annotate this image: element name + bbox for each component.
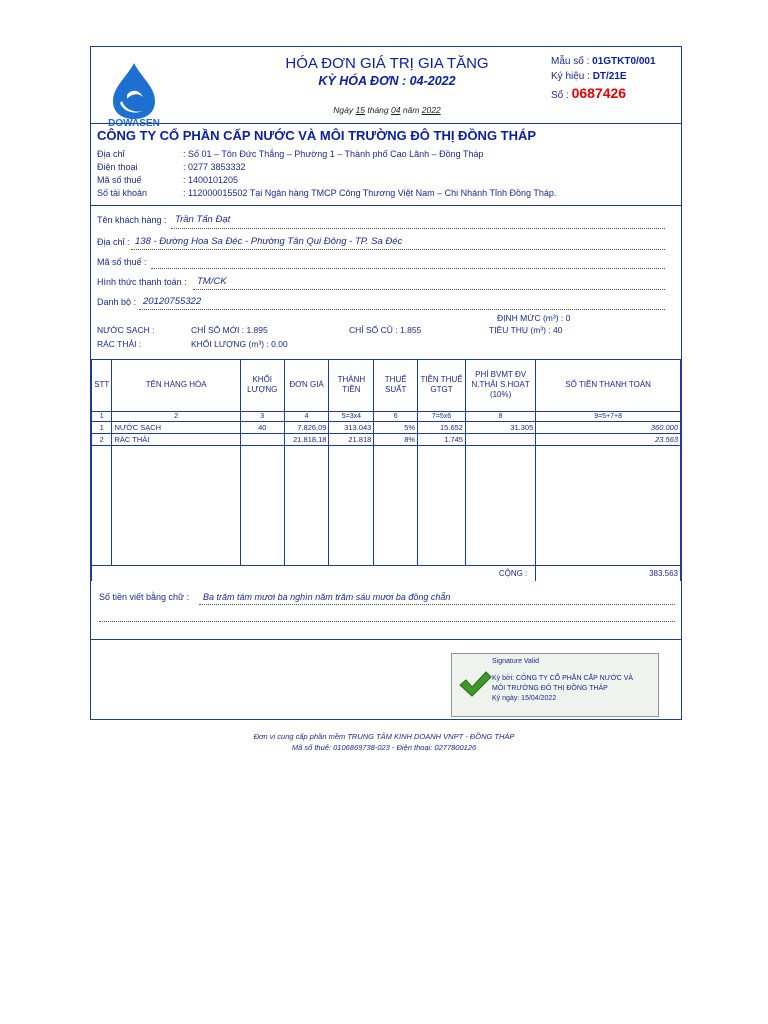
col-number: 1 (92, 412, 112, 422)
invoice-title: HÓA ĐƠN GIÁ TRỊ GIA TĂNG (285, 55, 489, 72)
row-tax-rate: 8% (374, 434, 418, 446)
signature-status: Signature Valid (492, 658, 539, 665)
customer-book-label: Danh bộ : (97, 297, 137, 307)
seller-account-label: Số tài khoản (97, 188, 148, 198)
seller-address: : Số 01 – Tôn Đức Thắng – Phường 1 – Thành phố Cao Lãnh – Đồng Tháp (183, 149, 484, 159)
row-env-fee (465, 434, 535, 446)
invoice-symbol: Ký hiệu : DT/21E (551, 71, 627, 82)
row-total: 360.000 (536, 422, 681, 434)
invoice-number: Số : 0687426 (551, 85, 627, 101)
header-quantity: KHỐI LƯỢNG (240, 359, 284, 412)
header-product: TÊN HÀNG HÓA (112, 359, 240, 412)
header-total: SỐ TIỀN THANH TOÁN (536, 359, 681, 412)
header-env-fee: PHÍ BVMT ĐV N.THẢI S.HOẠT (10%) (465, 359, 535, 412)
footer-contact: Mã số thuế: 0106869738-023 - Điện thoại: 0277800126 (291, 743, 477, 752)
row-stt: 1 (92, 422, 112, 434)
customer-name-label: Tên khách hàng : (97, 215, 167, 225)
sign-date: Ký ngày: 15/04/2022 (492, 695, 557, 702)
customer-book: 20120755322 (143, 296, 202, 307)
row-unit-price: 21.818,18 (284, 434, 329, 446)
seller-tax: : 1400101205 (183, 175, 239, 185)
logo-text: DOWASEN (108, 118, 160, 127)
water-label: NƯỚC SẠCH : (97, 325, 155, 335)
row-unit-price: 7.826,09 (284, 422, 329, 434)
empty-row (92, 446, 681, 566)
row-vat: 1.745 (418, 434, 466, 446)
col-number: 8 (465, 412, 535, 422)
row-quantity (240, 434, 284, 446)
total-row (92, 566, 681, 582)
customer-tax-label: Mã số thuế : (97, 257, 147, 267)
row-vat: 15.652 (418, 422, 466, 434)
row-total: 23.563 (536, 434, 681, 446)
water-consumption: TIÊU THỤ (m³) : 40 (489, 325, 563, 335)
col-number: 7=5x6 (418, 412, 466, 422)
footer-provider: Đơn vị cung cấp phần mềm TRUNG TÂM KINH DOANH VNPT - ĐỒNG THÁP (253, 732, 515, 741)
payment-method: TM/CK (197, 276, 227, 287)
row-amount: 313.043 (329, 422, 374, 434)
invoice-frame (90, 46, 682, 720)
row-tax-rate: 5% (374, 422, 418, 434)
table-row (92, 422, 681, 434)
total-label: CỘNG : (92, 566, 536, 582)
seller-phone: : 0277 3853332 (183, 162, 246, 172)
seller-phone-label: Điện thoại (97, 162, 138, 172)
column-number-row (92, 412, 681, 422)
waste-label: RÁC THẢI : (97, 339, 142, 349)
table-header-row (92, 359, 681, 412)
form-number: Mẫu số : 01GTKT0/001 (551, 56, 656, 67)
row-amount: 21.818 (329, 434, 374, 446)
seller-name: CÔNG TY CỔ PHẦN CẤP NƯỚC VÀ MÔI TRƯỜNG ĐÔ THỊ ĐỒNG THÁP (97, 128, 537, 143)
new-meter-index: CHỈ SỐ MỚI : 1.895 (191, 325, 268, 335)
col-number: 4 (284, 412, 329, 422)
row-quantity: 40 (240, 422, 284, 434)
amount-words-label: Số tiền viết bằng chữ : (99, 592, 190, 602)
customer-address-label: Địa chỉ : (97, 237, 130, 247)
col-number: 2 (112, 412, 240, 422)
old-meter-index: CHỈ SỐ CŨ : 1.855 (349, 325, 422, 335)
signer-line1: Ký bởi: CÔNG TY CỔ PHẦN CẤP NƯỚC VÀ (492, 675, 634, 682)
invoice-period: KỲ HÓA ĐƠN : 04-2022 (318, 74, 456, 88)
total-value: 383.563 (536, 566, 681, 582)
header-vat: TIỀN THUẾ GTGT (418, 359, 466, 412)
items-table (91, 359, 681, 581)
table-row (92, 434, 681, 446)
row-product: RÁC THẢI (112, 434, 240, 446)
seller-account: : 112000015502 Tại Ngân hàng TMCP Công Thương Việt Nam – Chi Nhánh Tỉnh Đồng Tháp. (183, 188, 557, 198)
col-number: 9=5+7+8 (536, 412, 681, 422)
digital-signature (451, 653, 659, 717)
header-unit-price: ĐƠN GIÁ (284, 359, 329, 412)
customer-address: 138 - Đường Hoa Sa Đéc - Phường Tân Qui Đông - TP. Sa Đéc (135, 236, 403, 247)
seller-tax-label: Mã số thuế (97, 175, 142, 185)
check-icon (458, 670, 492, 698)
customer-name: Trần Tấn Đạt (175, 214, 231, 225)
payment-method-label: Hình thức thanh toán : (97, 277, 187, 287)
invoice-date: Ngày 15 tháng 04 năm 2022 (333, 105, 441, 115)
header-stt: STT (92, 359, 112, 412)
waste-volume: KHỐI LƯỢNG (m³) : 0.00 (191, 339, 288, 349)
amount-words: Ba trăm tám mươi ba nghìn năm trăm sáu mươi ba đồng chẵn (203, 592, 451, 602)
row-stt: 2 (92, 434, 112, 446)
signer-line2: MÔI TRƯỜNG ĐÔ THỊ ĐỒNG THÁP (492, 685, 608, 692)
col-number: 3 (240, 412, 284, 422)
header-amount: THÀNH TIỀN (329, 359, 374, 412)
header-tax-rate: THUẾ SUẤT (374, 359, 418, 412)
row-env-fee: 31.305 (465, 422, 535, 434)
seller-address-label: Địa chỉ (97, 149, 125, 159)
consumption-norm: ĐỊNH MỨC (m³) : 0 (497, 313, 571, 323)
col-number: 6 (374, 412, 418, 422)
row-product: NƯỚC SẠCH (112, 422, 240, 434)
col-number: 5=3x4 (329, 412, 374, 422)
